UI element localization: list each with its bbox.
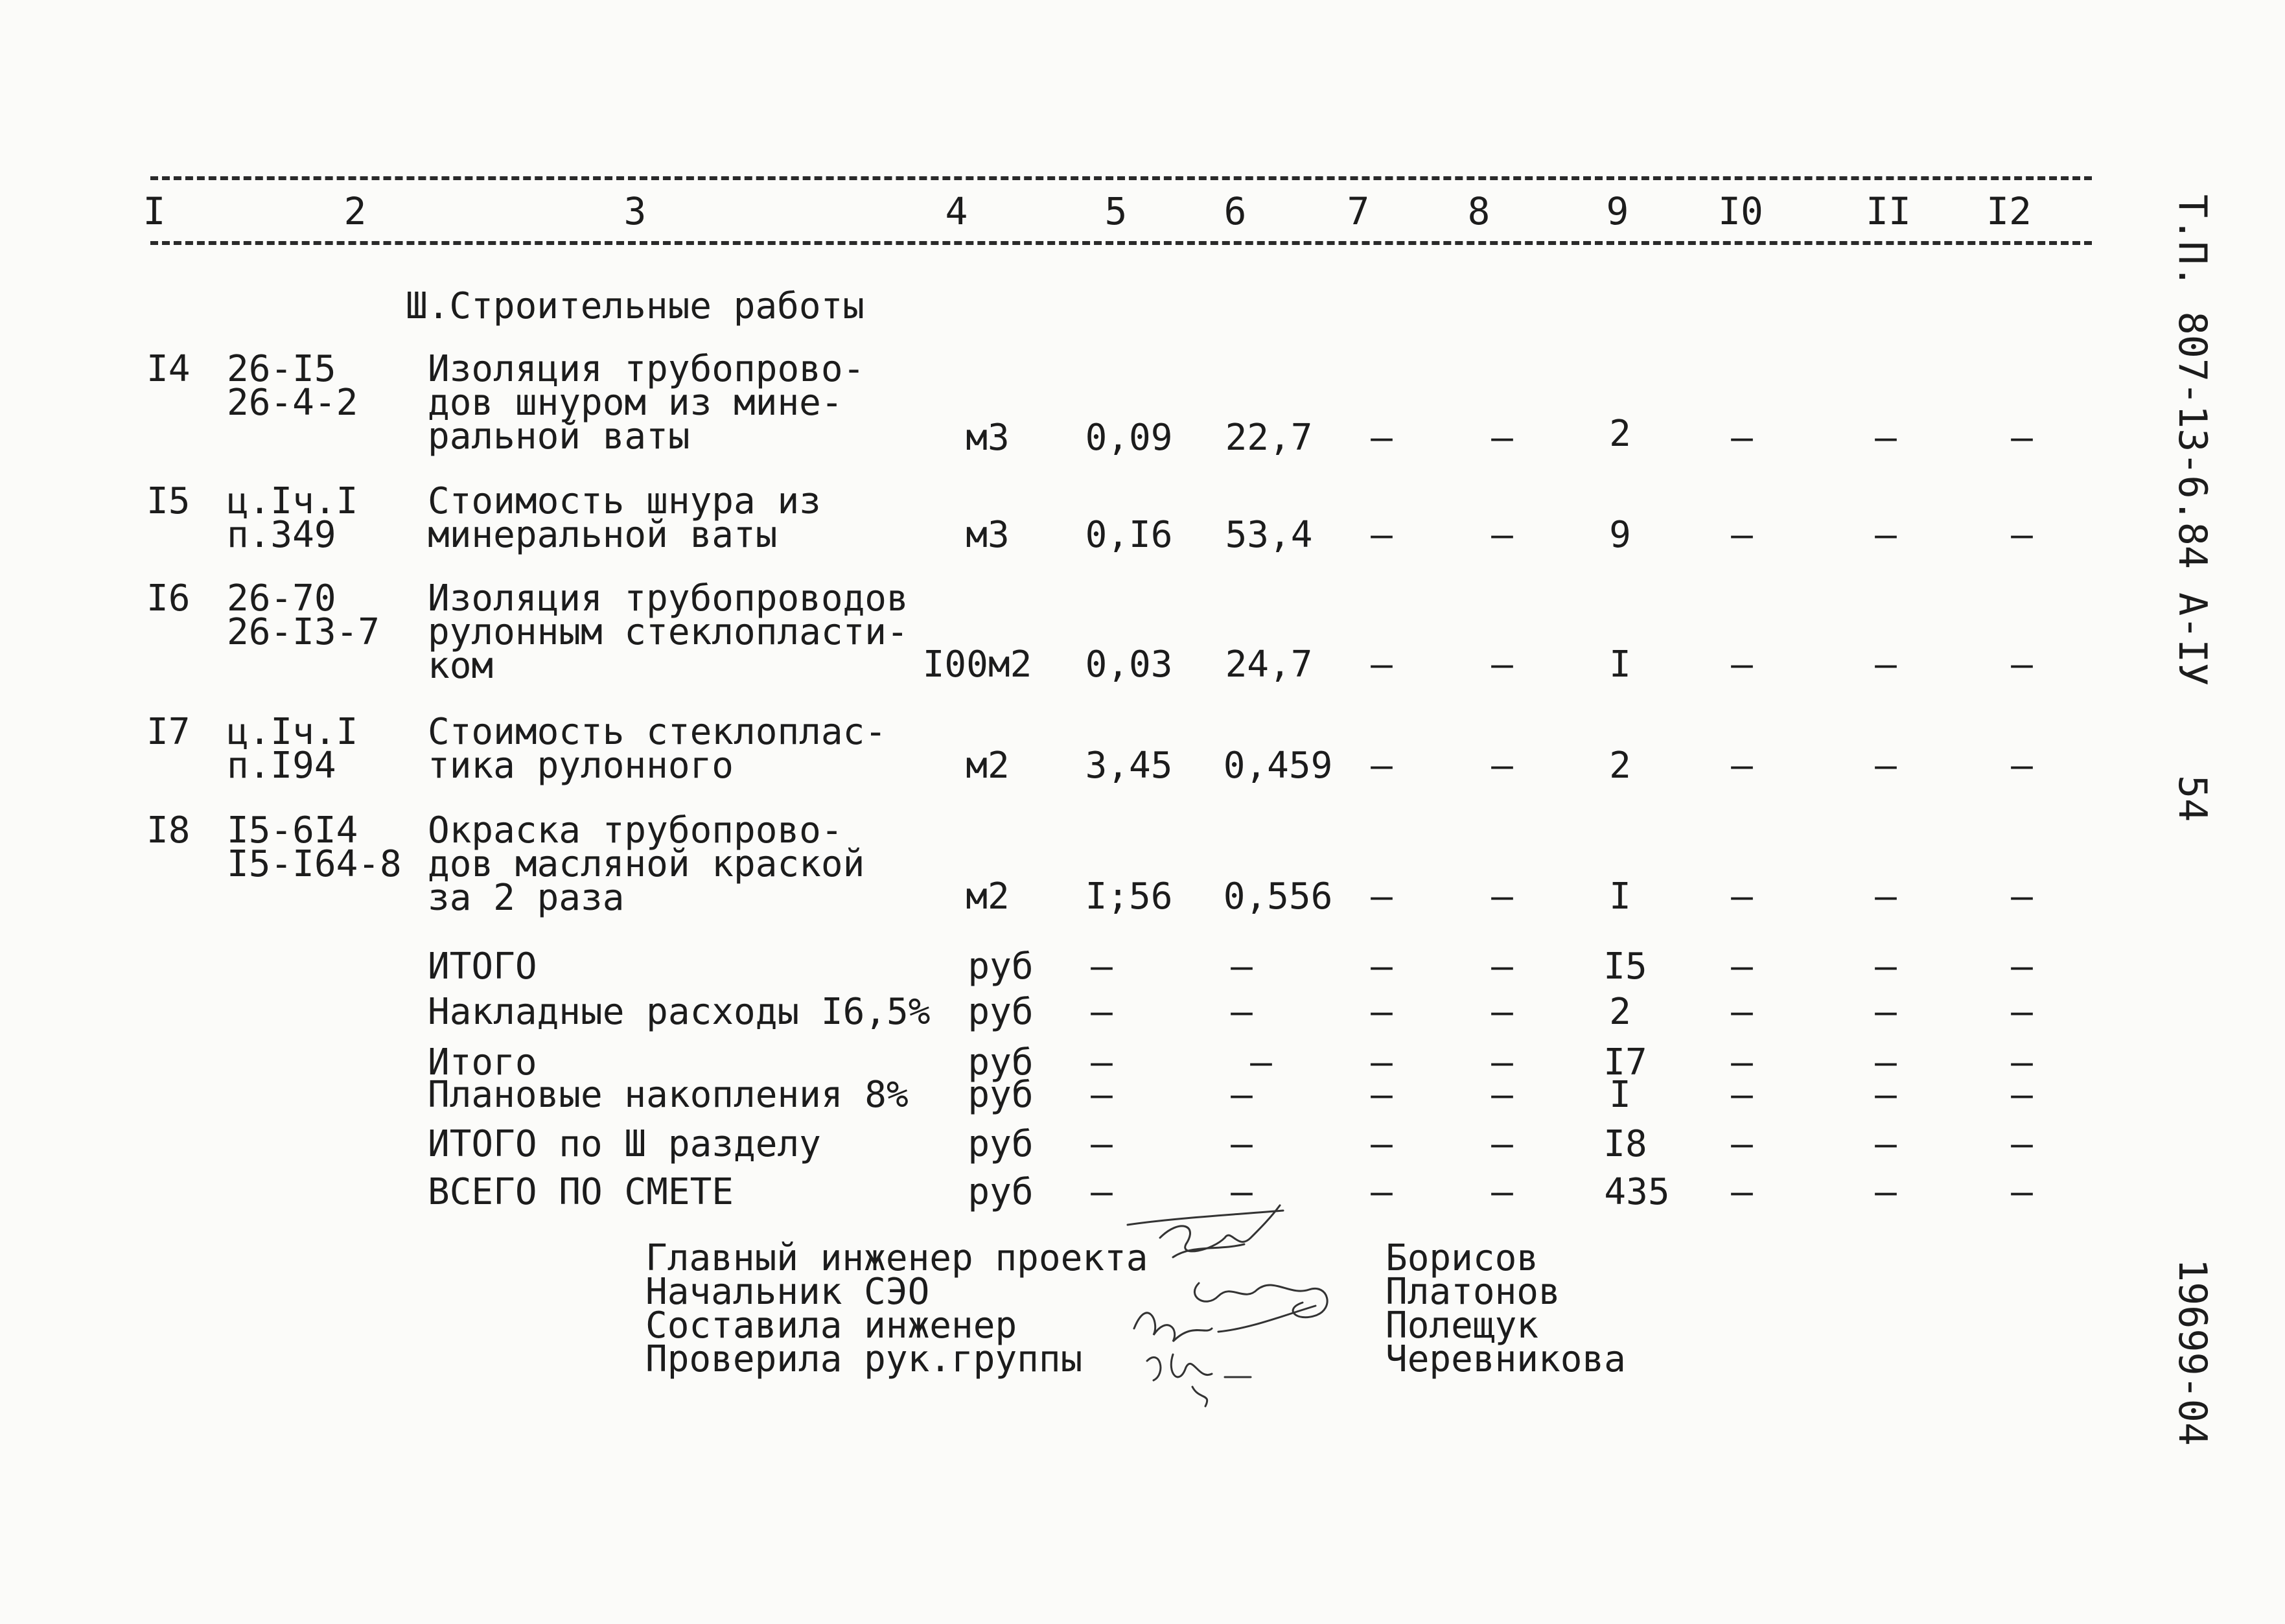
col12-cell: – [2011, 876, 2033, 918]
col9-cell: 435 [1604, 1171, 1670, 1213]
signatory-name: Полещук [1386, 1305, 1539, 1347]
col12-cell: – [2011, 1074, 2033, 1116]
col10-cell: – [1731, 991, 1753, 1033]
rate-code: 26-70 26-I3-7 [227, 577, 380, 653]
col10-cell: – [1731, 1171, 1753, 1213]
total-label: Итого [428, 1041, 537, 1084]
row-number: I5 [146, 480, 191, 522]
col5-cell: – [1091, 1123, 1113, 1165]
header-col-8: 8 [1467, 189, 1490, 233]
quantity-cell: 0,03 [1085, 644, 1173, 686]
header-col-12: I2 [1986, 189, 2032, 233]
row-number: I7 [146, 711, 191, 753]
header-bottom-rule [150, 241, 2092, 245]
header-col-4: 4 [945, 189, 968, 233]
col9-cell: I [1609, 876, 1631, 918]
col5-cell: – [1091, 1041, 1113, 1084]
rate-code: 26-I5 26-4-2 [227, 348, 358, 424]
col9-cell: I [1609, 1074, 1631, 1116]
col10-cell: – [1731, 514, 1753, 556]
col11-cell: – [1875, 945, 1897, 988]
work-description: Изоляция трубопроводов рулонным стеклопласти- ком [428, 577, 909, 687]
col7-cell: – [1371, 991, 1393, 1033]
handwritten-signatures [1121, 1199, 1393, 1419]
col12-cell: – [2011, 1041, 2033, 1084]
col8-cell: – [1491, 644, 1513, 686]
total-label: ИТОГО [428, 945, 537, 988]
total-label: ВСЕГО ПО СМЕТЕ [428, 1171, 734, 1213]
rate-code: ц.Iч.I п.I94 [227, 711, 358, 787]
price-cell: 0,556 [1223, 876, 1333, 918]
unit-cell: м2 [966, 876, 1010, 918]
header-col-10: I0 [1718, 189, 1763, 233]
col6-cell: – [1231, 1123, 1253, 1165]
col8-cell: – [1491, 876, 1513, 918]
unit-cell: руб [968, 1123, 1034, 1165]
col8-cell: – [1491, 945, 1513, 988]
quantity-cell: 3,45 [1085, 745, 1173, 787]
price-cell: 24,7 [1225, 644, 1313, 686]
header-col-1: I [143, 189, 166, 233]
unit-cell: I00м2 [922, 644, 1032, 686]
col12-cell: – [2011, 991, 2033, 1033]
signatory-title: Главный инженер проекта [645, 1237, 1148, 1279]
col11-cell: – [1875, 514, 1897, 556]
row-number: I8 [146, 809, 191, 852]
signatory-name: Черевникова [1386, 1338, 1626, 1380]
row-number: I6 [146, 577, 191, 620]
col8-cell: – [1491, 514, 1513, 556]
col10-cell: – [1731, 945, 1753, 988]
col9-cell: I7 [1603, 1041, 1647, 1084]
unit-cell: м3 [966, 514, 1010, 556]
col9-cell: 2 [1609, 991, 1631, 1033]
col9-cell: I [1609, 644, 1631, 686]
signatory-title: Проверила рук.группы [645, 1338, 1083, 1380]
signatory-title: Составила инженер [645, 1305, 1017, 1347]
col9-cell: 2 [1609, 745, 1631, 787]
quantity-cell: 0,09 [1085, 417, 1173, 459]
signatory-name: Платонов [1386, 1271, 1560, 1313]
col8-cell: – [1491, 1074, 1513, 1116]
unit-cell: руб [968, 1074, 1034, 1116]
col9-cell: 9 [1609, 514, 1631, 556]
col8-cell: – [1491, 1041, 1513, 1084]
col6-cell: – [1231, 991, 1253, 1033]
project-code-vertical: Т.П. 807-13-6.84 А-IУ [2170, 194, 2215, 686]
col8-cell: – [1491, 417, 1513, 459]
price-cell: 0,459 [1223, 745, 1333, 787]
total-label: Накладные расходы I6,5% [428, 991, 931, 1033]
header-col-11: II [1866, 189, 1911, 233]
col9-cell: 2 [1609, 413, 1631, 455]
header-col-9: 9 [1606, 189, 1629, 233]
col10-cell: – [1731, 1074, 1753, 1116]
col8-cell: – [1491, 745, 1513, 787]
col6-cell: – [1231, 945, 1253, 988]
col7-cell: – [1371, 514, 1393, 556]
col11-cell: – [1875, 1123, 1897, 1165]
header-col-2: 2 [343, 189, 367, 233]
col7-cell: – [1371, 945, 1393, 988]
col5-cell: – [1091, 945, 1113, 988]
col12-cell: – [2011, 514, 2033, 556]
col7-cell: – [1371, 745, 1393, 787]
col10-cell: – [1731, 417, 1753, 459]
col11-cell: – [1875, 876, 1897, 918]
col11-cell: – [1875, 1074, 1897, 1116]
quantity-cell: I;56 [1085, 876, 1173, 918]
col10-cell: – [1731, 745, 1753, 787]
work-description: Окраска трубопрово- дов масляной краской за 2 раза [428, 809, 865, 919]
col8-cell: – [1491, 1171, 1513, 1213]
col11-cell: – [1875, 1041, 1897, 1084]
page-number-vertical: 54 [2170, 775, 2215, 822]
col5-cell: – [1091, 1171, 1113, 1213]
col7-cell: – [1371, 1171, 1393, 1213]
header-col-6: 6 [1224, 189, 1247, 233]
price-cell: 53,4 [1225, 514, 1313, 556]
col10-cell: – [1731, 1041, 1753, 1084]
total-label: ИТОГО по Ш разделу [428, 1123, 821, 1165]
header-col-7: 7 [1347, 189, 1370, 233]
col6-cell: – [1231, 1171, 1253, 1213]
price-cell: 22,7 [1225, 417, 1313, 459]
col6-cell: – [1250, 1041, 1272, 1084]
signatory-title: Начальник СЭО [645, 1271, 930, 1313]
signatory-name: Борисов [1386, 1237, 1539, 1279]
rate-code: I5-6I4 I5-I64-8 [227, 809, 402, 885]
unit-cell: руб [968, 1171, 1034, 1213]
unit-cell: м3 [966, 417, 1010, 459]
unit-cell: руб [968, 991, 1034, 1033]
col12-cell: – [2011, 1123, 2033, 1165]
col12-cell: – [2011, 945, 2033, 988]
col11-cell: – [1875, 991, 1897, 1033]
col12-cell: – [2011, 644, 2033, 686]
col5-cell: – [1091, 1074, 1113, 1116]
col5-cell: – [1091, 991, 1113, 1033]
work-description: Изоляция трубопрово- дов шнуром из мине- ральной ваты [428, 348, 865, 458]
work-description: Стоимость стеклоплас- тика рулонного [428, 711, 887, 787]
col7-cell: – [1371, 1041, 1393, 1084]
col10-cell: – [1731, 876, 1753, 918]
col11-cell: – [1875, 644, 1897, 686]
col7-cell: – [1371, 1123, 1393, 1165]
unit-cell: м2 [966, 745, 1010, 787]
col7-cell: – [1371, 644, 1393, 686]
col10-cell: – [1731, 644, 1753, 686]
row-number: I4 [146, 348, 191, 390]
section-title: Ш.Строительные работы [406, 285, 865, 327]
archive-number-vertical: 19699-04 [2170, 1259, 2215, 1446]
col8-cell: – [1491, 991, 1513, 1033]
col11-cell: – [1875, 1171, 1897, 1213]
col12-cell: – [2011, 417, 2033, 459]
work-description: Стоимость шнура из минеральной ваты [428, 480, 821, 556]
rate-code: ц.Iч.I п.349 [227, 480, 358, 556]
col7-cell: – [1371, 1074, 1393, 1116]
col11-cell: – [1875, 417, 1897, 459]
header-col-5: 5 [1104, 189, 1128, 233]
col7-cell: – [1371, 876, 1393, 918]
col8-cell: – [1491, 1123, 1513, 1165]
total-label: Плановые накопления 8% [428, 1074, 909, 1116]
col9-cell: I5 [1603, 945, 1647, 988]
col7-cell: – [1371, 417, 1393, 459]
unit-cell: руб [968, 1041, 1034, 1084]
col9-cell: I8 [1603, 1123, 1647, 1165]
col12-cell: – [2011, 1171, 2033, 1213]
col6-cell: – [1231, 1074, 1253, 1116]
header-top-rule [150, 176, 2092, 180]
col12-cell: – [2011, 745, 2033, 787]
unit-cell: руб [968, 945, 1034, 988]
col10-cell: – [1731, 1123, 1753, 1165]
header-col-3: 3 [623, 189, 647, 233]
quantity-cell: 0,I6 [1085, 514, 1173, 556]
col11-cell: – [1875, 745, 1897, 787]
